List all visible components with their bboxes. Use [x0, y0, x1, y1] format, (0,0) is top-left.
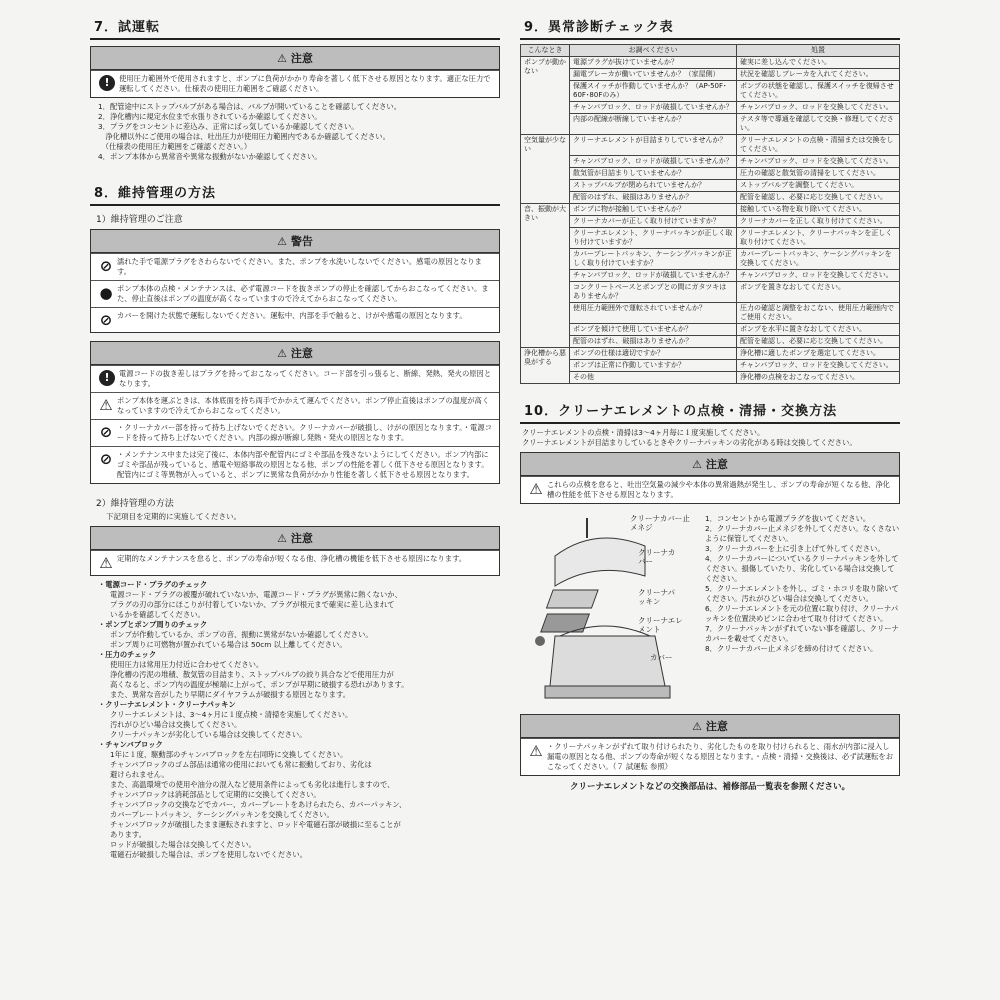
caution-header: ⚠ 注意: [91, 527, 499, 550]
maintenance-item-line: カバープレートパッキン、ケーシングパッキンを交換してください。: [110, 810, 334, 819]
table-row: [521, 228, 900, 249]
action-cell: チャンバブロック、ロッドを交換してください。: [737, 270, 900, 282]
section-9-title: 9．異常診断チェック表: [520, 10, 900, 40]
diagnosis-table: [520, 44, 900, 384]
caution-header: ⚠ 注意: [521, 715, 899, 738]
table-row: [521, 156, 900, 168]
table-row: [521, 249, 900, 270]
caution-header: ⚠ 注意: [521, 453, 899, 476]
table-row: [521, 372, 900, 384]
pump-illustration: [525, 516, 695, 706]
maintenance-item-line: チャンバブロックの交換などでカバー、カバープレートをあけられたら、カバーパッキン、: [110, 800, 407, 809]
action-cell: ポンプの状態を確認し、保護スイッチを復帰させてください。: [737, 81, 900, 102]
warning-triangle-icon: ⚠: [529, 742, 543, 760]
check-cell: クリーナエレメントが目詰まりしていませんか？: [570, 135, 737, 156]
action-cell: テスタ等で導通を確認して交換・修理してください。: [737, 114, 900, 135]
exclamation-icon: !: [99, 370, 115, 386]
maintenance-item-line: 電磁石が破損した場合は、ポンプを使用しないでください。: [110, 850, 308, 859]
action-cell: クリーナカバーを正しく取り付けてください。: [737, 216, 900, 228]
condition-cell: ポンプが動かない: [521, 57, 570, 135]
check-cell: ポンプに物が接触していませんか？: [570, 204, 737, 216]
condition-cell: 浄化槽から悪臭がする: [521, 348, 570, 384]
table-row: [521, 57, 900, 69]
table-row: [521, 192, 900, 204]
caution-text: これらの点検を怠ると、吐出空気量の減少や本体の異常過熱が発生し、ポンプの寿命が短くなる他、浄化槽の性能を低下させる原因となります。: [547, 480, 890, 499]
intro-line: クリーナエレメントの点検・清掃は3～4ヶ月毎に１度実施してください。: [522, 428, 765, 437]
maintenance-item-title: ・ポンプとポンプ周りのチェック: [98, 620, 208, 629]
caution-text: ・メンテナンス中または完了後に、本体内部や配管内にゴミや部品を残さないようにしてください。ポンプ内部にゴミや部品が残っていると、感電や短絡事故の原因となる他、ポンプの性能を著しく低下させる原因となります。配管内にゴミ等異物が入っていると、ポンプに異常な負荷がかかり性能を著しく低下させる原因となります。: [117, 450, 489, 479]
warning-text: カバーを開けた状態で運転しないでください。運転中、内部を手で触ると、けがや感電の原因となります。: [117, 311, 467, 320]
check-cell: チャンバブロック、ロッドが破損していませんか？: [570, 270, 737, 282]
maintenance-item-line: 浄化槽の汚泥の堆積、散気管の目詰まり、ストップバルブの絞り具合などで使用圧力が: [110, 670, 394, 679]
label-screw: クリーナカバー止メネジ: [630, 514, 690, 532]
maintenance-item-line: ポンプ周りに可燃物が置かれている場合は 50cm 以上離してください。: [110, 640, 347, 649]
cleaner-illustration-area: [520, 508, 900, 708]
table-row: [521, 348, 900, 360]
action-cell: ストップバルブを調整してください。: [737, 180, 900, 192]
maintenance-item-line: 使用圧力は常用圧力付近に合わせてください。: [110, 660, 264, 669]
table-row: [521, 324, 900, 336]
list-item: 5．クリーナエレメントを外し、ゴミ・ホコリを取り除いてください。汚れがひどい場合は交換してください。: [705, 584, 899, 603]
action-cell: カバープレートパッキン、ケーシングパッキンを交換してください。: [737, 249, 900, 270]
prohibited-icon: ⊘: [99, 423, 113, 441]
maintenance-item-line: 避けられません。: [110, 770, 169, 779]
table-row: [521, 303, 900, 324]
action-cell: チャンバブロック、ロッドを交換してください。: [737, 156, 900, 168]
table-row: [521, 135, 900, 156]
list-item: 4．ポンプ本体から異常音や異常な振動がないか確認してください。: [98, 152, 322, 161]
check-cell: 配管のはずれ、破損はありませんか？: [570, 192, 737, 204]
maintenance-item-line: ポンプが作動しているか、ポンプの音、振動に異常がないか確認してください。: [110, 630, 373, 639]
list-item: 1．配管途中にストップバルブがある場合は、バルブが開いていることを確認してください。: [98, 102, 402, 111]
warning-triangle-icon: ⚠: [99, 554, 113, 572]
warning-text: 濡れた手で電源プラグをさわらないでください。また、ポンプを水洗いしないでください。感電の原因となります。: [117, 257, 482, 276]
maintenance-item-line: チャンバブロックが破損したまま運転されますと、ロッドや電磁石部が破損に至ることが: [110, 820, 401, 829]
check-cell: 散気管が目詰まりしていませんか？: [570, 168, 737, 180]
maintenance-item-title: ・圧力のチェック: [98, 650, 157, 659]
condition-cell: 空気量が少ない: [521, 135, 570, 204]
action-cell: チャンバブロック、ロッドを交換してください。: [737, 102, 900, 114]
check-cell: チャンバブロック、ロッドが破損していませんか？: [570, 102, 737, 114]
check-cell: ストップバルブが閉められていませんか？: [570, 180, 737, 192]
cleaner-steps: [705, 514, 900, 654]
action-cell: クリーナエレメント、クリーナパッキンを正しく取り付けてください。: [737, 228, 900, 249]
exclamation-icon: !: [99, 75, 115, 91]
list-item: 6．クリーナエレメントを元の位置に取り付け、クリーナパッキンを位置決めピンに合わせて取り付けてください。: [705, 604, 899, 623]
unplug-icon: ●: [99, 284, 113, 302]
warning-triangle-icon: ⚠: [99, 396, 113, 414]
section-10-intro: [522, 428, 900, 448]
table-row: [521, 168, 900, 180]
maintenance-item-line: 高くなると、ポンプ内の温度が極端に上がって、ポンプが早期に破損する恐れがあります。: [110, 680, 409, 689]
table-row: [521, 180, 900, 192]
caution-box-cleaner: [520, 452, 900, 504]
list-item: 1．コンセントから電源プラグを抜いてください。: [705, 514, 871, 523]
table-row: [521, 81, 900, 102]
left-column: [90, 0, 500, 860]
action-cell: クリーナエレメントの点検・清掃または交換をしてください。: [737, 135, 900, 156]
caution-text: 定期的なメンテナンスを怠ると、ポンプの寿命が短くなる他、浄化槽の機能を低下させる原因になります。: [117, 554, 467, 563]
maintenance-item-line: チャンバブロックのゴム部品は通常の使用においても常に振動しており、劣化は: [110, 760, 372, 769]
table-header: 処置: [737, 45, 900, 57]
warning-box: [90, 229, 500, 333]
check-cell: ポンプの仕様は適切ですか？: [570, 348, 737, 360]
check-cell: クリーナエレメント、クリーナパッキンが正しく取り付けていますか？: [570, 228, 737, 249]
maintenance-item-line: プラグの刃の部分にほこりが付着していないか、プラグが根元まで確実に差し込まれて: [110, 600, 395, 609]
caution-box-maintenance: [90, 526, 500, 576]
list-item: 4．クリーナカバーについているクリーナパッキンを外してください。損傷していたり、劣化している場合は交換してください。: [705, 554, 899, 583]
check-cell: 配管のはずれ、破損はありませんか？: [570, 336, 737, 348]
caution-header: ⚠ 注意: [91, 47, 499, 70]
table-row: [521, 360, 900, 372]
subsection-title: 1）維持管理のご注意: [96, 215, 183, 225]
section-8-title: 8．維持管理の方法: [90, 176, 500, 206]
action-cell: 配管を確認し、必要に応じ交換してください。: [737, 192, 900, 204]
check-cell: 内部の配線が断線していませんか？: [570, 114, 737, 135]
action-cell: 接触している物を取り除いてください。: [737, 204, 900, 216]
caution-text: ポンプ本体を運ぶときは、本体底面を持ち両手でかかえて運んでください。ポンプ停止直後はポンプの温度が高くなっていますので冷えてからおこなってください。: [117, 396, 490, 415]
maintenance-item-title: ・チャンバブロック: [98, 740, 163, 749]
section-7-caution: [90, 46, 500, 98]
right-column: [520, 0, 900, 792]
label-cover: カバー: [650, 653, 673, 662]
label-cleaner-packing: クリーナパッキン: [638, 588, 676, 606]
maintenance-item-line: いるかを確認してください。: [110, 610, 205, 619]
list-item: 浄化槽以外にご使用の場合は、吐出圧力が使用圧力範囲内であるか確認してください。: [98, 132, 390, 141]
check-cell: その他: [570, 372, 737, 384]
check-cell: コンクリートベースとポンプとの間にガタツキはありませんか？: [570, 282, 737, 303]
check-cell: 保護スイッチが作動していませんか？（AP-50F･60F･80Fのみ）: [570, 81, 737, 102]
section-7-steps: [98, 102, 500, 162]
table-row: [521, 216, 900, 228]
caution-text: ・クリーナカバー部を持って持ち上げないでください。クリーナカバーが破損し、けがの原因となります。・電源コードを持って持ち上げないでください。内部の線が断線し発熱・発火の原因となります。: [117, 423, 492, 442]
warning-text: ポンプ本体の点検・メンテナンスは、必ず電源コードを抜きポンプの停止を確認してからおこなってください。また、停止直後はポンプの温度が高くなっていますので冷えてからおこなってください。: [117, 284, 489, 303]
section-10-title: 10．クリーナエレメントの点検・清掃・交換方法: [520, 394, 900, 424]
prohibited-icon: ⊘: [99, 450, 113, 468]
caution-text: ・クリーナパッキンがずれて取り付けられたり、劣化したものを取り付けられると、雨水が内部に浸入し漏電の原因となる他、ポンプの寿命が短くなる原因となります。・点検・清掃・交換後は、必ず試運転をおこなってください。（７ 試運転 参照）: [547, 742, 894, 771]
action-cell: チャンバブロック、ロッドを交換してください。: [737, 360, 900, 372]
intro-line: クリーナエレメントが目詰まりしているときやクリーナパッキンの劣化がある時は交換してください。: [522, 438, 857, 447]
check-cell: 電源プラグが抜けていませんか？: [570, 57, 737, 69]
check-cell: ポンプは正常に作動していますか？: [570, 360, 737, 372]
maintenance-item-line: ロッドが破損した場合は交換してください。: [110, 840, 256, 849]
maintenance-item-line: 汚れがひどい場合は交換してください。: [110, 720, 242, 729]
maintenance-item-line: あります。: [110, 830, 146, 839]
check-cell: クリーナカバーが正しく取り付けていますか？: [570, 216, 737, 228]
table-row: [521, 114, 900, 135]
check-cell: チャンバブロック、ロッドが破損していませんか？: [570, 156, 737, 168]
warning-triangle-icon: ⚠: [529, 480, 543, 498]
section-7-title: 7．試運転: [90, 10, 500, 40]
maintenance-items: [98, 580, 500, 860]
prohibited-icon: ⊘: [99, 257, 113, 275]
action-cell: 確実に差し込んでください。: [737, 57, 900, 69]
list-item: 3．クリーナカバーを上に引き上げて外してください。: [705, 544, 885, 553]
maintenance-item-title: ・クリーナエレメント・クリーナパッキン: [98, 700, 236, 709]
maintenance-item-title: ・電源コード・プラグのチェック: [98, 580, 208, 589]
table-row: [521, 69, 900, 81]
table-header: お調べください: [570, 45, 737, 57]
table-header: こんなとき: [521, 45, 570, 57]
subsection-title: 2）維持管理の方法: [96, 499, 174, 509]
prohibited-icon: ⊘: [99, 311, 113, 329]
maintenance-item-line: クリーナパッキンが劣化している場合は交換してください。: [110, 730, 307, 739]
table-row: [521, 270, 900, 282]
list-item: 2．浄化槽内に規定水位まで水張りされているか確認してください。: [98, 112, 322, 121]
action-cell: 浄化槽の点検をおこなってください。: [737, 372, 900, 384]
check-cell: 使用圧力範囲外で運転されていませんか？: [570, 303, 737, 324]
action-cell: ポンプを置きなおしてください。: [737, 282, 900, 303]
list-item: 8．クリーナカバー止メネジを締め付けてください。: [705, 644, 878, 653]
check-cell: 漏電ブレーカが働いていませんか？（家屋側）: [570, 69, 737, 81]
table-row: [521, 204, 900, 216]
table-row: [521, 336, 900, 348]
maintenance-item-line: 電源コード・プラグの被覆が破れていないか、電源コード・プラグが異常に熱くないか、: [110, 590, 402, 599]
maintenance-item-line: 1年に１度、駆動部のチャンバブロックを左右同時に交換してください。: [110, 750, 348, 759]
action-cell: 状況を確認しブレーカを入れてください。: [737, 69, 900, 81]
caution-box: [90, 341, 500, 484]
caution-text: 電源コードの抜き差しはプラグを持っておこなってください。コード部を引っ張ると、断線、発熱、発火の原因となります。: [119, 369, 492, 388]
check-cell: ポンプを傾けて使用していませんか？: [570, 324, 737, 336]
action-cell: ポンプを水平に置きなおしてください。: [737, 324, 900, 336]
footer-note: クリーナエレメントなどの交換部品は、補修部品一覧表を参照ください。: [570, 782, 850, 792]
condition-cell: 音、振動が大きい: [521, 204, 570, 348]
action-cell: 配管を確認し、必要に応じ交換してください。: [737, 336, 900, 348]
table-row: [521, 102, 900, 114]
label-cleaner-element: クリーナエレメント: [638, 616, 683, 634]
action-cell: 圧力の確認と散気管の清掃をしてください。: [737, 168, 900, 180]
action-cell: 圧力の確認と調整をおこない、使用圧力範囲内でご使用ください。: [737, 303, 900, 324]
maintenance-item-line: また、異常な音がしたり早期にダイヤフラムが破損する原因となります。: [110, 690, 350, 699]
list-item: 7．クリーナパッキンがずれていない事を確認し、クリーナカバーを載せてください。: [705, 624, 899, 643]
caution-box-packing: [520, 714, 900, 776]
list-item: （仕様表の使用圧力範囲をご確認ください。）: [98, 142, 252, 151]
warning-header: ⚠ 警告: [91, 230, 499, 253]
list-item: 3．プラグをコンセントに差込み、正常にばっ気しているか確認してください。: [98, 122, 359, 131]
maintenance-item-line: また、高温環境での使用や油分の混入など使用条件によっても劣化は進行しますので、: [110, 780, 395, 789]
action-cell: 浄化槽に適したポンプを選定してください。: [737, 348, 900, 360]
subsection-note: 下記項目を定期的に実施してください。: [106, 512, 241, 521]
maintenance-item-line: チャンバブロックは消耗部品として定期的に交換してください。: [110, 790, 321, 799]
check-cell: カバープレートパッキン、ケーシングパッキンが正しく取り付けていますか？: [570, 249, 737, 270]
caution-text: 使用圧力範囲外で使用されますと、ポンプに負荷がかかり寿命を著しく低下させる原因となります。適正な圧力で運転してください。仕様表の使用圧力範囲をご確認ください。: [119, 74, 491, 93]
caution-header: ⚠ 注意: [91, 342, 499, 365]
maintenance-item-line: クリーナエレメントは、3～4ヶ月に１度点検・清掃を実施してください。: [110, 710, 353, 719]
table-row: [521, 282, 900, 303]
list-item: 2．クリーナカバー止メネジを外してください。なくさないように保管してください。: [705, 524, 900, 543]
label-cleaner-cover: クリーナカバー: [638, 548, 676, 566]
